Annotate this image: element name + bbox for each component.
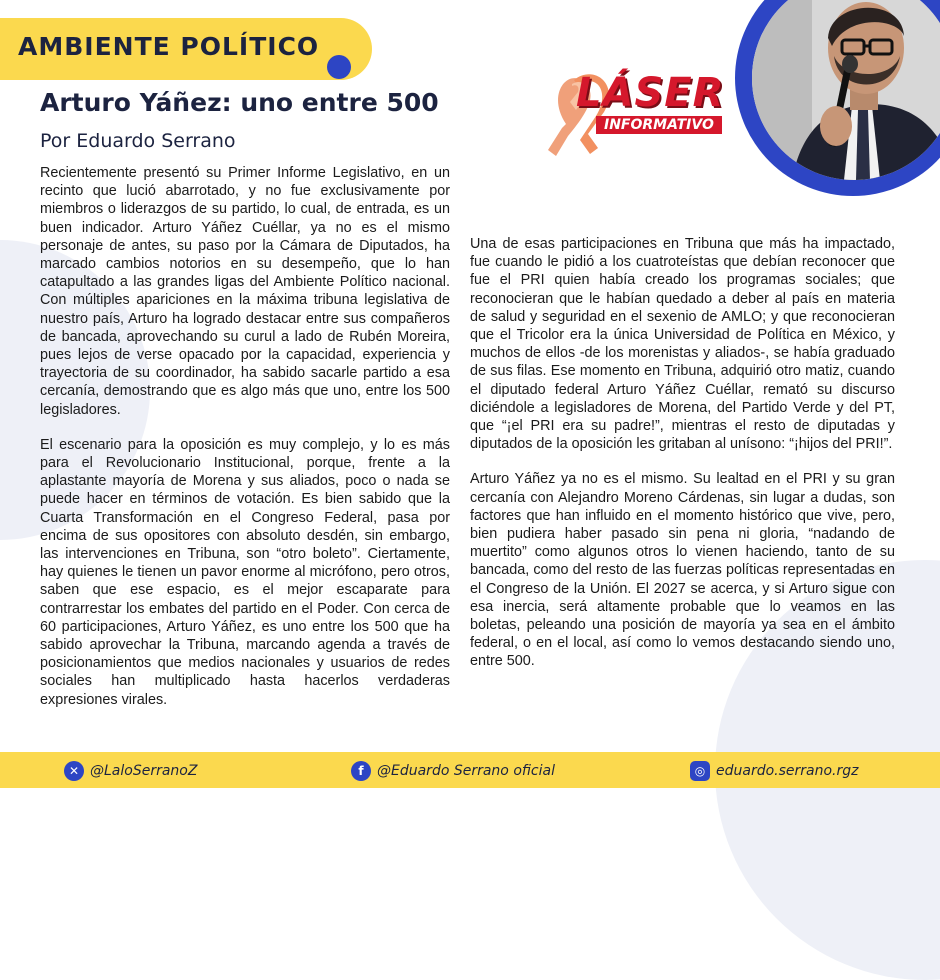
section-banner bbox=[0, 18, 372, 80]
logo-word: LÁSER bbox=[576, 70, 725, 116]
instagram-social-link[interactable] bbox=[690, 761, 859, 781]
facebook-social-link[interactable] bbox=[351, 761, 555, 781]
x-handle: @LaloSerranoZ bbox=[90, 763, 198, 779]
x-icon: ✕ bbox=[64, 761, 84, 781]
logo-subtitle: INFORMATIVO bbox=[596, 116, 722, 134]
facebook-handle: @Eduardo Serrano oficial bbox=[377, 763, 555, 779]
instagram-icon: ◎ bbox=[690, 761, 710, 781]
paragraph: Una de esas participaciones en Tribuna que más ha impactado, fue cuando le pidió a los cuatroteístas que debían reconocer que fue el PRI quien había creado los programas sociales; que reconocieran que le habían quedado a deber al país en materia de salud y seguridad en el sexenio de AMLO; y que reconocieran que el Tricolor era la única Universidad de Política en México, y muchos de ellos -de los morenistas y aliados-, se había graduado de sus filas. Ese momento en Tribuna, adquirió otro matiz, cuando el diputado federal Arturo Yáñez Cuéllar, remató su discurso diciéndole a legisladores de Morena, del Partido Verde y del PT, que “¡el PRI era su padre!”, mientras el resto de diputadas y diputados de la oposición les gritaban al unísono: “¡hijos del PRI!”. bbox=[470, 236, 895, 453]
footer-bar bbox=[0, 752, 940, 788]
laser-informativo-logo bbox=[538, 64, 738, 156]
article-byline: Por Eduardo Serrano bbox=[40, 130, 236, 152]
banner-dot bbox=[327, 55, 351, 79]
paragraph: El escenario para la oposición es muy complejo, y lo es más para el Revolucionario Institucional, porque, frente a la aplastante mayoría de Morena y sus aliados, poco o nada se puede hacer en términos de votación. Es bien sabido que la Cuarta Transformación en el Congreso Federal, pasa por encima de sus opositores con absoluto desdén, sin embargo, las intervenciones en Tribuna, son “otro boleto”. Ciertamente, hay quienes le tienen un pavor enorme al micrófono, pero otros, saben que ese espacio, es el mejor escaparate para contrarrestar los embates del partido en el Poder. Con cerca de 60 participaciones, Arturo Yáñez, es uno entre los 500 que ha sabido aprovechar la Tribuna, marcando agenda a través de posicionamientos que medios nacionales y usuarios de redes sociales han multiplicado hasta hacerlos verdaderas expresiones virales. bbox=[40, 436, 450, 708]
article-headline: Arturo Yáñez: uno entre 500 bbox=[40, 88, 439, 117]
paragraph: Recientemente presentó su Primer Informe Legislativo, en un recinto que lució abarrotado, y no fue exclusivamente por miembros o liderazgos de su partido, lo cual, de entrada, es un buen indicador. Arturo Yáñez Cuéllar, ya no es el mismo personaje de antes, su paso por la Cámara de Diputados, ha marcado cambios notorios en su desempeño, que lo han catapultado a las grandes ligas del Ambiente Político nacional. Con múltiples apariciones en la máxima tribuna legislativa de nuestro país, Arturo ha logrado destacar entre sus compañeros de bancada, aprovechando su curul a lado de Rubén Moreira, pues lejos de verse opacado por la capacidad, experiencia y trayectoria de su coordinador, ha sabido sacarle partido a esa cercanía, demostrando que es algo más que uno, entre los 500 legisladores. bbox=[40, 165, 450, 418]
paragraph: Arturo Yáñez ya no es el mismo. Su lealtad en el PRI y su gran cercanía con Alejandro Moreno Cárdenas, sin lugar a dudas, son factores que han influido en el momento histórico que vive, pero, bien pudiera haber pasado sin pena ni gloria, “nadando de muertito” como algunos otros lo vienen haciendo, tanto de su bancada, como del resto de las fuerzas políticas representadas en el Congreso de la Unión. El 2027 se acerca, y si Arturo sigue con esa inercia, será altamente probable que lo veamos en las boletas, peleando una posición de mayoría ya sea en el ámbito federal, o en el local, así como lo vemos destacando siendo uno, entre 500. bbox=[470, 471, 895, 670]
x-social-link[interactable] bbox=[64, 761, 197, 781]
section-title: AMBIENTE POLÍTICO bbox=[18, 32, 320, 61]
article-column-left bbox=[40, 164, 450, 726]
article-column-right bbox=[470, 235, 895, 688]
facebook-icon: f bbox=[351, 761, 371, 781]
instagram-handle: eduardo.serrano.rgz bbox=[716, 763, 859, 779]
